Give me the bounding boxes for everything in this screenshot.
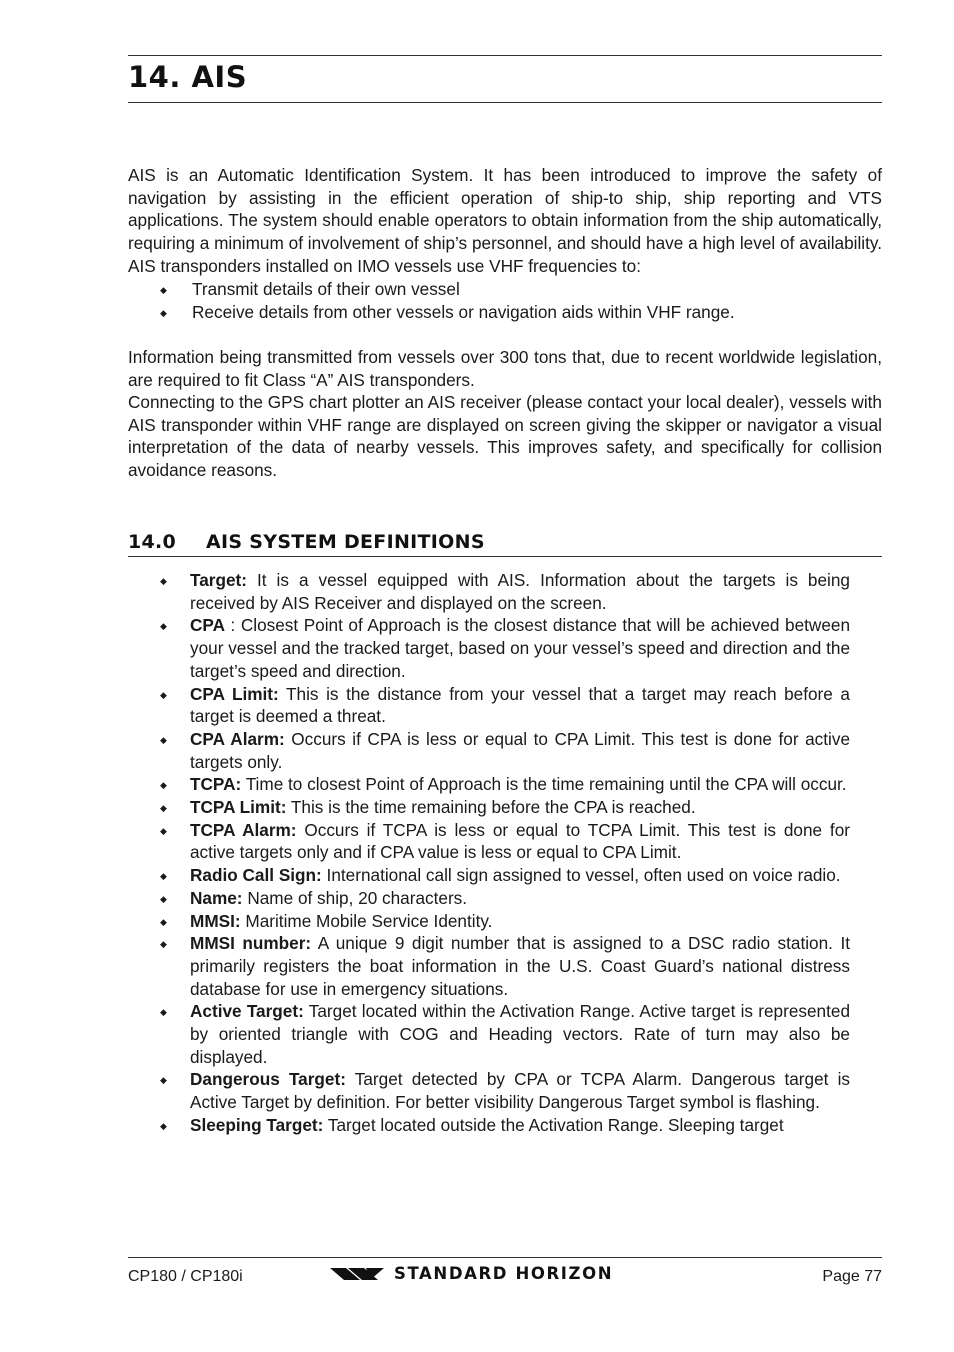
definition-item	[160, 819, 850, 864]
diamond-bullet-icon: ◆	[160, 893, 167, 904]
brand-logo	[330, 1264, 613, 1283]
definition-item	[160, 614, 850, 682]
list-item	[160, 301, 882, 324]
diamond-bullet-icon: ◆	[160, 939, 167, 950]
diamond-bullet-icon: ◆	[160, 285, 167, 295]
intro-bullet-list	[160, 278, 882, 323]
definition-term: CPA Limit:	[190, 683, 279, 704]
intro-paragraph-2: Information being transmitted from vessels over 300 tons that, due to recent worldwide legislation, are required to fit Class “A” AIS transponders.	[128, 347, 882, 390]
brand-name: STANDARD HORIZON	[394, 1264, 614, 1283]
definition-text: Maritime Mobile Service Identity.	[240, 910, 493, 931]
definition-text: Occurs if TCPA is less or equal to TCPA Limit. This test is done for active targets only and if CPA value is less or equal to CPA Limit.	[190, 819, 850, 863]
definition-list	[160, 569, 850, 1137]
definition-text: : Closest Point of Approach is the closest distance that will be achieved between your vessel and the tracked target, based on your vessel’s speed and direction and the target’s speed and direction.	[190, 615, 850, 681]
footer-model: CP180 / CP180i	[128, 1268, 243, 1285]
standard-horizon-logo-icon	[330, 1266, 384, 1282]
definition-item	[160, 1068, 850, 1113]
definition-item	[160, 728, 850, 773]
definition-item	[160, 773, 850, 796]
diamond-bullet-icon: ◆	[160, 734, 167, 745]
footer-rule	[128, 1257, 882, 1258]
definition-item	[160, 683, 850, 728]
diamond-bullet-icon: ◆	[160, 871, 167, 882]
definition-term: CPA	[190, 615, 226, 636]
section-number: 14.0	[128, 531, 177, 553]
definition-term: Sleeping Target:	[190, 1114, 324, 1135]
definition-term: Target:	[190, 570, 247, 590]
definition-text: This is the distance from your vessel that a target may reach before a target is deemed a threat.	[190, 683, 850, 727]
list-item-text: Transmit details of their own vessel	[192, 279, 460, 299]
diamond-bullet-icon: ◆	[160, 803, 167, 814]
diamond-bullet-icon: ◆	[160, 1120, 167, 1131]
definition-text: Target detected by CPA or TCPA Alarm. Dangerous target is Active Target by definition. For better visibility Dangerous Target symbol is flashing.	[190, 1069, 850, 1113]
page-number: Page 77	[822, 1268, 882, 1285]
definition-text: Name of ship, 20 characters.	[242, 887, 468, 908]
definition-item	[160, 1000, 850, 1068]
definition-item	[160, 910, 850, 933]
definition-item	[160, 569, 850, 614]
definition-item	[160, 796, 850, 819]
chapter-bottom-rule	[128, 102, 882, 103]
diamond-bullet-icon: ◆	[160, 825, 167, 836]
definition-term: Radio Call Sign:	[190, 865, 322, 886]
definition-term: Name:	[190, 887, 243, 908]
definition-term: Dangerous Target:	[190, 1069, 346, 1090]
definition-text: A unique 9 digit number that is assigned to a DSC radio station. It primarily registers the boat information in the U.S. Coast Guard’s national distress database for use in emergency situations.	[190, 933, 850, 999]
section-title: AIS SYSTEM DEFINITIONS	[206, 531, 485, 553]
definition-item	[160, 864, 850, 887]
definition-text: Time to closest Point of Approach is the time remaining until the CPA will occur.	[241, 774, 847, 795]
list-item-text: Receive details from other vessels or navigation aids within VHF range.	[192, 301, 735, 322]
intro-paragraph-3: Connecting to the GPS chart plotter an AIS receiver (please contact your local dealer), vessels with AIS transponder within VHF range are displayed on screen giving the skipper or navigator a visual interpretation of the data of nearby vessels. This improves safety, and specifically for collision avoidance reasons.	[128, 392, 882, 481]
definition-term: TCPA Alarm:	[190, 819, 297, 840]
diamond-bullet-icon: ◆	[160, 689, 167, 700]
definition-term: MMSI:	[190, 910, 241, 931]
diamond-bullet-icon: ◆	[160, 1007, 167, 1018]
chapter-title: 14. AIS	[128, 60, 248, 94]
definition-text: International call sign assigned to vessel, often used on voice radio.	[321, 865, 841, 886]
chapter-top-rule	[128, 55, 882, 56]
diamond-bullet-icon: ◆	[160, 307, 167, 318]
definition-item	[160, 887, 850, 910]
list-item	[160, 278, 882, 301]
definition-item	[160, 932, 850, 1000]
diamond-bullet-icon: ◆	[160, 916, 167, 927]
definition-term: TCPA Limit:	[190, 797, 287, 818]
diamond-bullet-icon: ◆	[160, 780, 167, 791]
definition-term: TCPA:	[190, 774, 242, 795]
diamond-bullet-icon: ◆	[160, 621, 167, 632]
definition-text: Target located within the Activation Range. Active target is represented by oriented triangle with COG and Heading vectors. Rate of turn may also be displayed.	[190, 1001, 851, 1067]
definition-term: Active Target:	[190, 1001, 304, 1022]
definition-text: It is a vessel equipped with AIS. Information about the targets is being received by AIS Receiver and displayed on the screen.	[190, 570, 850, 613]
intro-paragraph-1: AIS is an Automatic Identification System. It has been introduced to improve the safety of navigation by assisting in the efficient operation of ship-to ship, ship reporting and VTS applications. The system should enable operators to obtain information from the ship automatically, requiring a minimum of involvement of ship’s personnel, and should have a high level of availability. AIS transponders installed on IMO vessels use VHF frequencies to:	[128, 165, 882, 276]
section-rule	[128, 556, 882, 557]
section-heading	[128, 531, 485, 553]
definition-item	[160, 1114, 850, 1137]
definition-term: CPA Alarm:	[190, 728, 285, 749]
definition-text: Target located outside the Activation Range. Sleeping target	[323, 1114, 784, 1135]
definition-text: This is the time remaining before the CPA is reached.	[286, 797, 696, 818]
definition-text: Occurs if CPA is less or equal to CPA Limit. This test is done for active targets only.	[190, 728, 850, 772]
definition-term: MMSI number:	[190, 933, 312, 954]
diamond-bullet-icon: ◆	[160, 576, 167, 586]
diamond-bullet-icon: ◆	[160, 1075, 167, 1086]
